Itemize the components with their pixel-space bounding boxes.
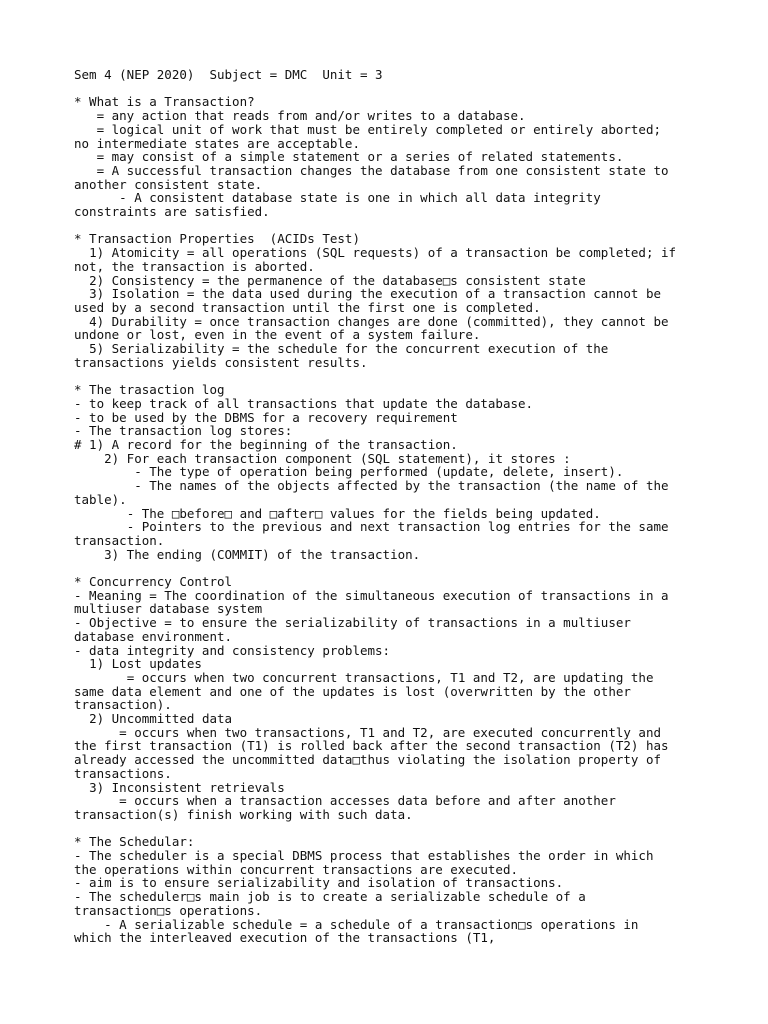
document-text bbox=[74, 68, 714, 945]
document-line: 2) Consistency = the permanence of the database□s consistent state bbox=[74, 272, 586, 288]
document-line: - A consistent database state is one in which all data integrity bbox=[74, 190, 601, 206]
document-line: - The □before□ and □after□ values for the fields being updated. bbox=[74, 505, 601, 521]
document-line: another consistent state. bbox=[74, 176, 263, 192]
document-line: transactions. bbox=[74, 765, 172, 781]
document-line: 2) For each transaction component (SQL statement), it stores : bbox=[74, 450, 571, 466]
document-line: transaction□s operations. bbox=[74, 902, 263, 918]
document-line: - Objective = to ensure the serializability of transactions in a multiuser bbox=[74, 615, 631, 631]
document-line: - data integrity and consistency problems: bbox=[74, 642, 391, 658]
document-line: * Concurrency Control bbox=[74, 574, 233, 590]
document-line: transactions yields consistent results. bbox=[74, 354, 368, 370]
document-line: * What is a Transaction? bbox=[74, 94, 255, 110]
document-line: - Pointers to the previous and next transaction log entries for the same bbox=[74, 519, 669, 535]
document-line: 4) Durability = once transaction changes are done (committed), they cannot be bbox=[74, 313, 669, 329]
document-line: no intermediate states are acceptable. bbox=[74, 135, 360, 151]
document-line: - Meaning = The coordination of the simultaneous execution of transactions in a bbox=[74, 587, 669, 603]
document-line: - The type of operation being performed (update, delete, insert). bbox=[74, 464, 624, 480]
document-line: - aim is to ensure serializability and isolation of transactions. bbox=[74, 875, 564, 891]
document-line: - to keep track of all transactions that update the database. bbox=[74, 395, 534, 411]
document-line: which the interleaved execution of the transactions (T1, bbox=[74, 930, 496, 946]
document-line: transaction(s) finish working with such data. bbox=[74, 806, 413, 822]
document-line: = any action that reads from and/or writes to a database. bbox=[74, 108, 526, 124]
document-header: Sem 4 (NEP 2020) Subject = DMC Unit = 3 bbox=[74, 67, 383, 82]
document-line: constraints are satisfied. bbox=[74, 204, 270, 220]
document-line: 3) Isolation = the data used during the execution of a transaction cannot be bbox=[74, 286, 662, 302]
document-line: * The Schedular: bbox=[74, 834, 195, 850]
document-line: transaction. bbox=[74, 532, 165, 548]
document-line: - The transaction log stores: bbox=[74, 423, 293, 439]
document-line: database environment. bbox=[74, 628, 233, 644]
document-line: transaction). bbox=[74, 697, 172, 713]
document-body bbox=[74, 94, 676, 945]
document-line: - The scheduler is a special DBMS process that establishes the order in which bbox=[74, 848, 654, 864]
document-line: = occurs when two transactions, T1 and T2, are executed concurrently and bbox=[74, 724, 662, 740]
document-line: - The scheduler□s main job is to create a serializable schedule of a bbox=[74, 889, 586, 905]
document-line: 1) Lost updates bbox=[74, 656, 202, 672]
document-line: already accessed the uncommitted data□thus violating the isolation property of bbox=[74, 752, 661, 768]
document-line: multiuser database system bbox=[74, 601, 263, 617]
document-line: = logical unit of work that must be entirely completed or entirely aborted; bbox=[74, 121, 662, 137]
document-line: the operations within concurrent transactions are executed. bbox=[74, 861, 519, 877]
document-line: the first transaction (T1) is rolled back after the second transaction (T2) has bbox=[74, 738, 669, 754]
document-line: used by a second transaction until the first one is completed. bbox=[74, 299, 541, 315]
document-line: 1) Atomicity = all operations (SQL requests) of a transaction be completed; if bbox=[74, 245, 677, 261]
document-line: table). bbox=[74, 491, 127, 507]
document-line: - to be used by the DBMS for a recovery requirement bbox=[74, 409, 458, 425]
document-line: - A serializable schedule = a schedule of a transaction□s operations in bbox=[74, 916, 639, 932]
document-line: same data element and one of the updates is lost (overwritten by the other bbox=[74, 683, 631, 699]
document-line: # 1) A record for the beginning of the transaction. bbox=[74, 436, 458, 452]
document-line: undone or lost, even in the event of a system failure. bbox=[74, 327, 481, 343]
document-line: - The names of the objects affected by the transaction (the name of the bbox=[74, 478, 669, 494]
document-line: = A successful transaction changes the database from one consistent state to bbox=[74, 162, 669, 178]
document-line: 3) The ending (COMMIT) of the transaction. bbox=[74, 546, 421, 562]
document-line: = occurs when two concurrent transactions, T1 and T2, are updating the bbox=[74, 669, 654, 685]
document-line: = occurs when a transaction accesses data before and after another bbox=[74, 793, 616, 809]
document-line: * Transaction Properties (ACIDs Test) bbox=[74, 231, 360, 247]
document-line: 2) Uncommitted data bbox=[74, 711, 233, 727]
document-line: not, the transaction is aborted. bbox=[74, 258, 315, 274]
document-line: 5) Serializability = the schedule for the concurrent execution of the bbox=[74, 341, 609, 357]
document-line: 3) Inconsistent retrievals bbox=[74, 779, 285, 795]
document-line: * The trasaction log bbox=[74, 382, 225, 398]
document-line: = may consist of a simple statement or a series of related statements. bbox=[74, 149, 624, 165]
